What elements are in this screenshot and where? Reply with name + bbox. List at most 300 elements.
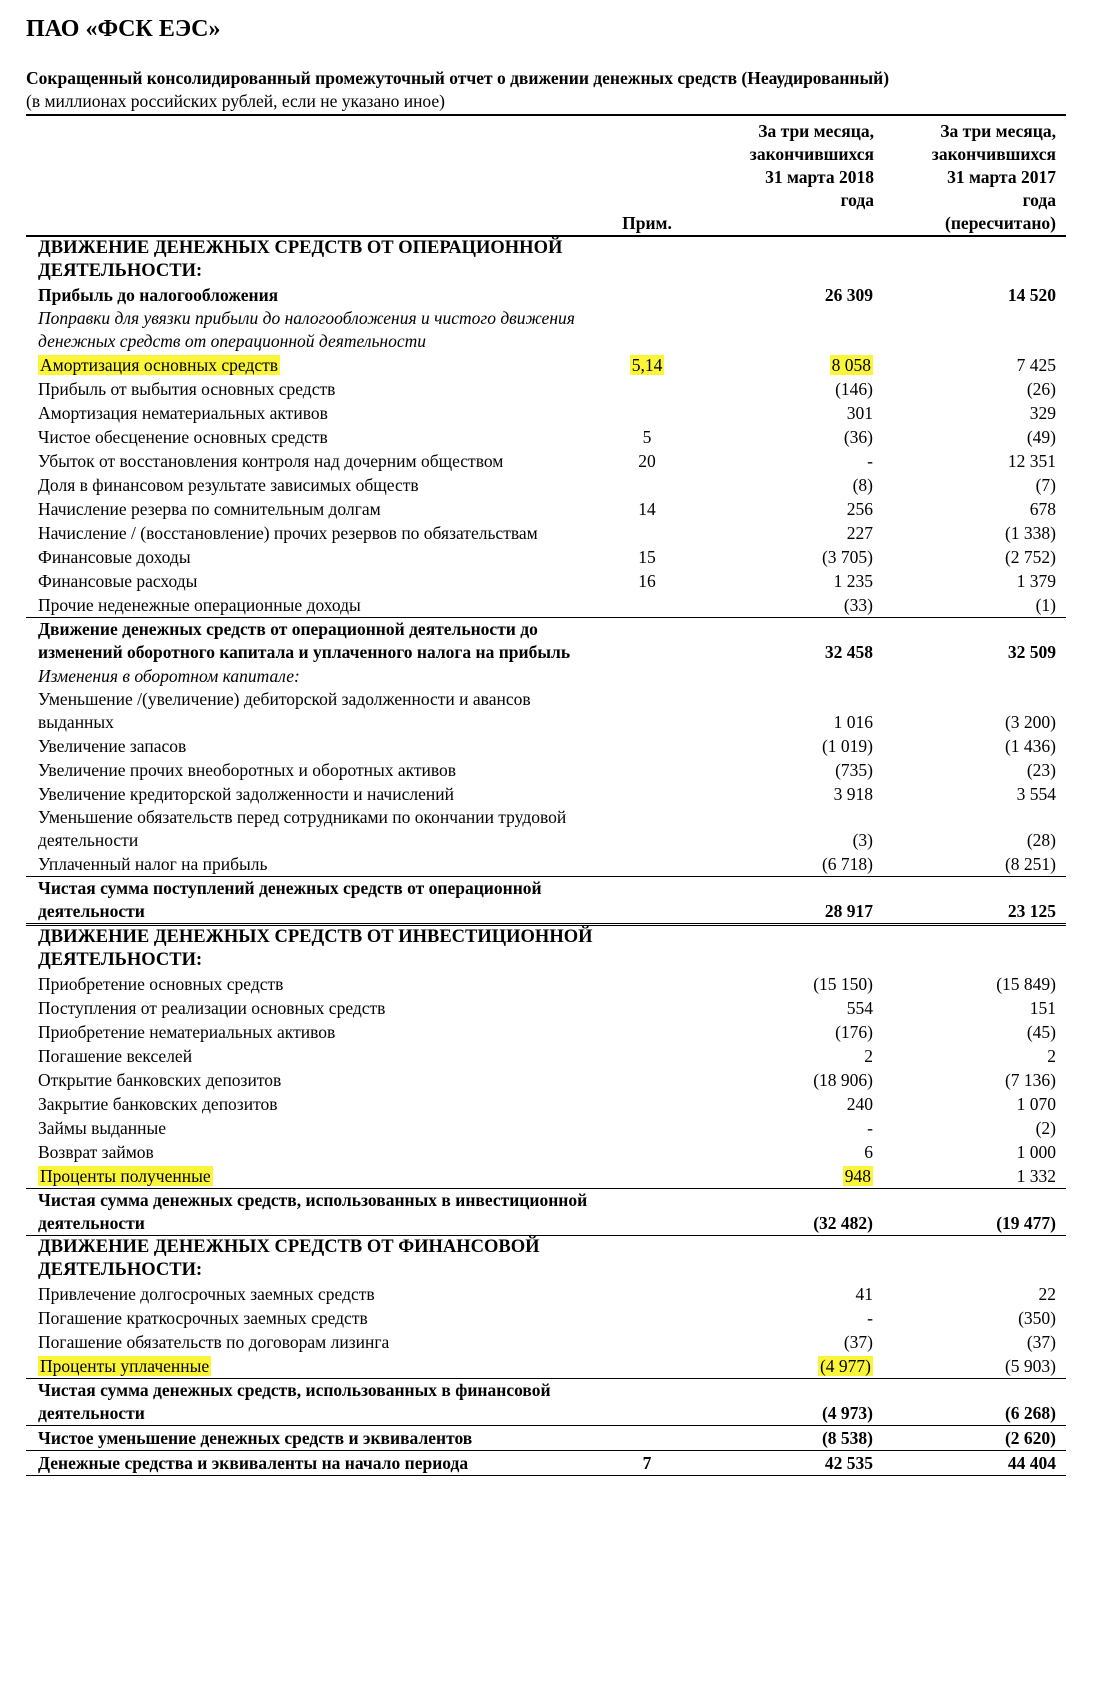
row-label	[26, 307, 597, 353]
row-value-2017-text: 1 000	[1016, 1142, 1056, 1162]
table-row	[26, 1379, 1066, 1426]
row-note	[597, 782, 697, 806]
table-row	[26, 688, 1066, 734]
table-row	[26, 545, 1066, 569]
row-note	[597, 497, 697, 521]
row-label-text: Уменьшение /(увеличение) дебиторской задолженности и авансов выданных	[38, 689, 531, 732]
row-value-2017	[884, 521, 1066, 545]
row-label-text: Прибыль до налогообложения	[38, 285, 279, 305]
table-row	[26, 782, 1066, 806]
report-subtitle: (в миллионах российских рублей, если не указано иное)	[26, 91, 445, 111]
row-note-text: 7	[642, 1453, 652, 1473]
cash-flow-table	[26, 120, 1066, 1476]
row-value-2017	[884, 1282, 1066, 1306]
header-rule	[26, 114, 1066, 116]
row-value-2017-text: (1 436)	[1004, 736, 1056, 756]
row-note-text: 5	[642, 427, 652, 447]
row-label	[26, 618, 597, 665]
column-header-row	[26, 120, 1066, 236]
row-value-2017	[884, 1044, 1066, 1068]
header-current-period	[697, 120, 884, 236]
row-label-text: Чистое обесценение основных средств	[38, 427, 328, 447]
row-value-2017	[884, 307, 1066, 353]
row-value-2018-text: (8 538)	[821, 1428, 873, 1448]
row-note	[597, 664, 697, 688]
row-value-2018-text: -	[867, 1308, 873, 1328]
row-value-2017	[884, 1426, 1066, 1451]
row-label	[26, 425, 597, 449]
row-label	[26, 1330, 597, 1354]
row-value-2017	[884, 996, 1066, 1020]
row-value-2018	[697, 283, 884, 307]
row-value-2018-text: (36)	[843, 427, 873, 447]
row-value-2018	[697, 1354, 884, 1379]
company-name: ПАО «ФСК ЕЭС»	[26, 16, 221, 42]
row-label	[26, 782, 597, 806]
row-value-2017-text: (7)	[1035, 475, 1056, 495]
table-row	[26, 497, 1066, 521]
header-current-line: 31 марта 2018	[765, 167, 874, 187]
row-label-text: Финансовые доходы	[38, 547, 191, 567]
table-row	[26, 1306, 1066, 1330]
row-value-2018-text: (33)	[843, 595, 873, 615]
table-row	[26, 1451, 1066, 1476]
row-value-2018	[697, 1044, 884, 1068]
row-label	[26, 236, 597, 283]
header-previous-period	[884, 120, 1066, 236]
row-value-2017-text: (7 136)	[1004, 1070, 1056, 1090]
row-label-text: Амортизация нематериальных активов	[38, 403, 328, 423]
row-note	[597, 688, 697, 734]
row-value-2017	[884, 353, 1066, 377]
row-value-2017	[884, 972, 1066, 996]
row-value-2017-text: (26)	[1026, 379, 1056, 399]
table-row	[26, 283, 1066, 307]
row-label	[26, 377, 597, 401]
row-label	[26, 353, 597, 377]
row-value-2017	[884, 664, 1066, 688]
row-value-2017-text: (350)	[1018, 1308, 1056, 1328]
row-label-text: Движение денежных средств от операционной деятельности до изменений оборотного капитала и уплаченного налога на прибыль	[38, 619, 571, 662]
row-note	[597, 1236, 697, 1283]
table-row	[26, 1282, 1066, 1306]
row-label-text: Убыток от восстановления контроля над дочерним обществом	[38, 451, 504, 471]
row-value-2018-text: (18 906)	[813, 1070, 873, 1090]
row-note	[597, 449, 697, 473]
row-value-2018-text: 3 918	[833, 784, 873, 804]
row-value-2017	[884, 925, 1066, 973]
row-value-2018-text: 26 309	[824, 285, 873, 305]
row-label	[26, 734, 597, 758]
table-row	[26, 852, 1066, 877]
row-value-2017	[884, 852, 1066, 877]
row-value-2017	[884, 1140, 1066, 1164]
row-label-text: Чистая сумма поступлений денежных средств от операционной деятельности	[38, 878, 542, 921]
row-label	[26, 1020, 597, 1044]
row-label-text: ДВИЖЕНИЕ ДЕНЕЖНЫХ СРЕДСТВ ОТ ОПЕРАЦИОННОЙ ДЕЯТЕЛЬНОСТИ:	[38, 238, 563, 281]
row-value-2018	[697, 497, 884, 521]
row-value-2018	[697, 401, 884, 425]
row-label	[26, 1092, 597, 1116]
row-label	[26, 688, 597, 734]
table-row	[26, 806, 1066, 852]
row-value-2018	[697, 593, 884, 618]
report-title: Сокращенный консолидированный промежуточный отчет о движении денежных средств (Неаудированный)	[26, 68, 890, 88]
row-value-2017	[884, 877, 1066, 925]
row-value-2017	[884, 618, 1066, 665]
row-label	[26, 521, 597, 545]
row-value-2018	[697, 236, 884, 283]
row-label	[26, 569, 597, 593]
row-label	[26, 1354, 597, 1379]
row-note-text: 5,14	[631, 355, 663, 375]
row-value-2018-text: (15 150)	[813, 974, 873, 994]
header-current-line: За три месяца,	[758, 121, 874, 141]
row-note	[597, 1451, 697, 1476]
header-previous-line: закончившихся	[931, 144, 1056, 164]
row-value-2017-text: (49)	[1026, 427, 1056, 447]
header-current-line: закончившихся	[749, 144, 874, 164]
table-row	[26, 236, 1066, 283]
row-label	[26, 852, 597, 877]
row-value-2017-text: 2	[1047, 1046, 1056, 1066]
row-value-2018	[697, 782, 884, 806]
row-label-text: Прочие неденежные операционные доходы	[38, 595, 361, 615]
row-value-2017	[884, 283, 1066, 307]
row-value-2017	[884, 806, 1066, 852]
row-label	[26, 1189, 597, 1236]
row-label-text: Возврат займов	[38, 1142, 154, 1162]
row-value-2018-text: 240	[846, 1094, 873, 1114]
row-label	[26, 1426, 597, 1451]
row-value-2018-text: 6	[864, 1142, 873, 1162]
row-note	[597, 852, 697, 877]
row-label	[26, 877, 597, 925]
row-value-2017-text: 32 509	[1007, 642, 1056, 662]
row-label-text: Изменения в оборотном капитале:	[38, 666, 300, 686]
table-row	[26, 1116, 1066, 1140]
row-note-text: 15	[638, 547, 656, 567]
row-value-2018-text: (1 019)	[821, 736, 873, 756]
row-label	[26, 972, 597, 996]
row-label-text: Погашение векселей	[38, 1046, 193, 1066]
row-note	[597, 1068, 697, 1092]
row-label-text: Проценты полученные	[40, 1166, 211, 1186]
table-row	[26, 1189, 1066, 1236]
row-note	[597, 1092, 697, 1116]
table-row	[26, 734, 1066, 758]
row-value-2017-text: 1 379	[1016, 571, 1056, 591]
row-note	[597, 734, 697, 758]
row-label-text: ДВИЖЕНИЕ ДЕНЕЖНЫХ СРЕДСТВ ОТ ИНВЕСТИЦИОННОЙ ДЕЯТЕЛЬНОСТИ:	[38, 927, 593, 970]
row-value-2017	[884, 1068, 1066, 1092]
row-value-2018	[697, 1068, 884, 1092]
row-value-2018-text: 41	[855, 1284, 873, 1304]
row-value-2018	[697, 734, 884, 758]
row-value-2018	[697, 1426, 884, 1451]
table-row	[26, 593, 1066, 618]
row-note-text: 16	[638, 571, 656, 591]
row-label-text: Чистая сумма денежных средств, использованных в финансовой деятельности	[38, 1380, 551, 1423]
row-value-2018-text: 8 058	[831, 355, 871, 375]
row-value-2017-text: (15 849)	[996, 974, 1056, 994]
row-value-2018-text: 227	[846, 523, 873, 543]
table-row	[26, 664, 1066, 688]
row-value-2018	[697, 1306, 884, 1330]
table-row	[26, 1236, 1066, 1283]
row-note	[597, 307, 697, 353]
row-label	[26, 401, 597, 425]
row-note	[597, 618, 697, 665]
row-value-2018-text: 948	[844, 1166, 871, 1186]
row-value-2017-text: 678	[1029, 499, 1056, 519]
row-value-2017-text: 14 520	[1007, 285, 1056, 305]
row-label-text: Чистая сумма денежных средств, использованных в инвестиционной деятельности	[38, 1190, 588, 1233]
row-value-2018-text: 32 458	[824, 642, 873, 662]
table-row	[26, 1140, 1066, 1164]
row-value-2017	[884, 1236, 1066, 1283]
row-value-2018-text: (146)	[835, 379, 873, 399]
row-value-2018	[697, 425, 884, 449]
row-label	[26, 1164, 597, 1189]
table-row	[26, 473, 1066, 497]
row-value-2018-text: 42 535	[824, 1453, 873, 1473]
row-value-2017	[884, 1020, 1066, 1044]
row-note	[597, 377, 697, 401]
table-row	[26, 1354, 1066, 1379]
row-label-text: Погашение краткосрочных заемных средств	[38, 1308, 368, 1328]
table-row	[26, 972, 1066, 996]
row-value-2018-text: (176)	[835, 1022, 873, 1042]
row-note-text: 20	[638, 451, 656, 471]
row-value-2017	[884, 1379, 1066, 1426]
row-value-2018	[697, 1092, 884, 1116]
row-label	[26, 497, 597, 521]
row-label-text: Уплаченный налог на прибыль	[38, 854, 268, 874]
header-previous-line: 31 марта 2017	[947, 167, 1056, 187]
row-value-2017	[884, 1092, 1066, 1116]
row-value-2017-text: (5 903)	[1004, 1356, 1056, 1376]
row-label-text: Начисление резерва по сомнительным долгам	[38, 499, 381, 519]
row-note-text: 14	[638, 499, 656, 519]
row-label-text: Увеличение запасов	[38, 736, 187, 756]
row-value-2017	[884, 1330, 1066, 1354]
row-value-2018-text: (3 705)	[821, 547, 873, 567]
row-label-text: Увеличение кредиторской задолженности и начислений	[38, 784, 454, 804]
row-value-2018-text: -	[867, 1118, 873, 1138]
row-label	[26, 449, 597, 473]
row-value-2017	[884, 593, 1066, 618]
row-value-2017	[884, 758, 1066, 782]
header-previous-line: За три месяца,	[940, 121, 1056, 141]
row-value-2017-text: (45)	[1026, 1022, 1056, 1042]
row-label-text: Амортизация основных средств	[40, 355, 279, 375]
table-row	[26, 1068, 1066, 1092]
table-row	[26, 1330, 1066, 1354]
row-note	[597, 1164, 697, 1189]
row-value-2018-text: 256	[846, 499, 873, 519]
row-value-2018-text: (4 977)	[819, 1356, 871, 1376]
row-value-2017-text: (3 200)	[1004, 712, 1056, 732]
row-value-2017-text: (23)	[1026, 760, 1056, 780]
row-value-2017	[884, 401, 1066, 425]
row-note	[597, 353, 697, 377]
row-value-2018	[697, 1379, 884, 1426]
table-row	[26, 377, 1066, 401]
row-note	[597, 1379, 697, 1426]
row-value-2017-text: (1)	[1035, 595, 1056, 615]
row-label-text: Приобретение основных средств	[38, 974, 284, 994]
row-value-2018-text: 1 016	[833, 712, 873, 732]
row-label-text: Начисление / (восстановление) прочих резервов по обязательствам	[38, 523, 538, 543]
row-value-2018	[697, 877, 884, 925]
row-label-text: Чистое уменьшение денежных средств и эквивалентов	[38, 1428, 473, 1448]
table-row	[26, 996, 1066, 1020]
header-note: Прим.	[597, 120, 697, 236]
row-value-2018-text: (735)	[835, 760, 873, 780]
row-value-2017-text: 23 125	[1007, 901, 1056, 921]
row-label-text: Привлечение долгосрочных заемных средств	[38, 1284, 375, 1304]
row-label-text: Проценты уплаченные	[40, 1356, 210, 1376]
row-value-2018	[697, 972, 884, 996]
header-current-line	[697, 212, 874, 235]
row-value-2018-text: (32 482)	[813, 1213, 873, 1233]
row-note	[597, 236, 697, 283]
row-value-2018	[697, 521, 884, 545]
row-label-text: Уменьшение обязательств перед сотрудниками по окончании трудовой деятельности	[38, 807, 567, 850]
row-value-2017-text: 1 070	[1016, 1094, 1056, 1114]
row-label	[26, 1068, 597, 1092]
row-value-2017-text: 22	[1038, 1284, 1056, 1304]
row-value-2018	[697, 925, 884, 973]
row-label-text: Поступления от реализации основных средств	[38, 998, 386, 1018]
row-note	[597, 972, 697, 996]
row-value-2017-text: (2)	[1035, 1118, 1056, 1138]
row-value-2017-text: 3 554	[1016, 784, 1056, 804]
row-value-2018-text: 1 235	[833, 571, 873, 591]
row-value-2018	[697, 1140, 884, 1164]
row-label	[26, 758, 597, 782]
row-label-text: Погашение обязательств по договорам лизинга	[38, 1332, 390, 1352]
row-value-2017-text: (37)	[1026, 1332, 1056, 1352]
row-value-2017-text: (1 338)	[1004, 523, 1056, 543]
row-value-2018	[697, 1116, 884, 1140]
row-value-2018	[697, 307, 884, 353]
table-row	[26, 758, 1066, 782]
row-label-text: Займы выданные	[38, 1118, 167, 1138]
row-value-2017	[884, 497, 1066, 521]
row-value-2017-text: 1 332	[1016, 1166, 1056, 1186]
row-note	[597, 473, 697, 497]
row-value-2017	[884, 236, 1066, 283]
row-label-text: Денежные средства и эквиваленты на начало периода	[38, 1453, 469, 1473]
header-previous-line: года	[1022, 190, 1056, 210]
table-row	[26, 1044, 1066, 1068]
row-note	[597, 877, 697, 925]
table-row	[26, 618, 1066, 665]
row-value-2018-text: (4 973)	[821, 1403, 873, 1423]
row-note	[597, 996, 697, 1020]
row-label-text: ДВИЖЕНИЕ ДЕНЕЖНЫХ СРЕДСТВ ОТ ФИНАНСОВОЙ ДЕЯТЕЛЬНОСТИ:	[38, 1237, 540, 1280]
row-value-2018	[697, 806, 884, 852]
row-value-2017	[884, 1306, 1066, 1330]
row-label-text: Открытие банковских депозитов	[38, 1070, 282, 1090]
row-label-text: Финансовые расходы	[38, 571, 198, 591]
row-value-2017-text: (28)	[1026, 830, 1056, 850]
row-value-2018	[697, 1164, 884, 1189]
row-value-2018	[697, 545, 884, 569]
header-label-cell	[26, 120, 597, 236]
row-label	[26, 593, 597, 618]
row-value-2018	[697, 618, 884, 665]
row-value-2017	[884, 1451, 1066, 1476]
row-value-2017	[884, 569, 1066, 593]
table-row	[26, 449, 1066, 473]
row-value-2018-text: (8)	[852, 475, 873, 495]
row-label-text: Поправки для увязки прибыли до налогообложения и чистого движения денежных средств от операционной деятельности	[38, 308, 575, 351]
row-value-2018	[697, 353, 884, 377]
row-value-2017-text: 329	[1029, 403, 1056, 423]
row-label-text: Доля в финансовом результате зависимых обществ	[38, 475, 419, 495]
row-value-2018	[697, 664, 884, 688]
row-value-2018-text: (6 718)	[821, 854, 873, 874]
row-label	[26, 1116, 597, 1140]
row-label	[26, 1044, 597, 1068]
row-value-2018	[697, 473, 884, 497]
row-value-2017-text: 44 404	[1007, 1453, 1056, 1473]
row-value-2018	[697, 1451, 884, 1476]
row-note	[597, 806, 697, 852]
row-note	[597, 521, 697, 545]
row-value-2018	[697, 377, 884, 401]
row-label	[26, 806, 597, 852]
row-value-2017-text: (8 251)	[1004, 854, 1056, 874]
row-value-2017	[884, 425, 1066, 449]
row-value-2018	[697, 758, 884, 782]
row-value-2017-text: 151	[1029, 998, 1056, 1018]
row-note	[597, 1189, 697, 1236]
row-value-2017-text: (6 268)	[1004, 1403, 1056, 1423]
table-row	[26, 925, 1066, 973]
row-note	[597, 1306, 697, 1330]
row-value-2018	[697, 1189, 884, 1236]
table-row	[26, 1426, 1066, 1451]
row-label	[26, 996, 597, 1020]
row-label	[26, 545, 597, 569]
row-label-text: Закрытие банковских депозитов	[38, 1094, 278, 1114]
table-row	[26, 877, 1066, 925]
row-note	[597, 283, 697, 307]
row-value-2017-text: (2 620)	[1004, 1428, 1056, 1448]
row-note	[597, 1140, 697, 1164]
row-value-2017	[884, 1354, 1066, 1379]
row-label-text: Прибыль от выбытия основных средств	[38, 379, 336, 399]
row-value-2018	[697, 1236, 884, 1283]
row-value-2017-text: 7 425	[1016, 355, 1056, 375]
header-current-line: года	[840, 190, 874, 210]
row-value-2018	[697, 996, 884, 1020]
row-note	[597, 401, 697, 425]
row-label	[26, 1306, 597, 1330]
row-value-2017	[884, 734, 1066, 758]
row-note	[597, 1020, 697, 1044]
row-label	[26, 1379, 597, 1426]
row-value-2017-text: (2 752)	[1004, 547, 1056, 567]
row-label-text: Увеличение прочих внеоборотных и оборотных активов	[38, 760, 457, 780]
row-note	[597, 1116, 697, 1140]
row-note	[597, 569, 697, 593]
row-value-2017	[884, 1189, 1066, 1236]
